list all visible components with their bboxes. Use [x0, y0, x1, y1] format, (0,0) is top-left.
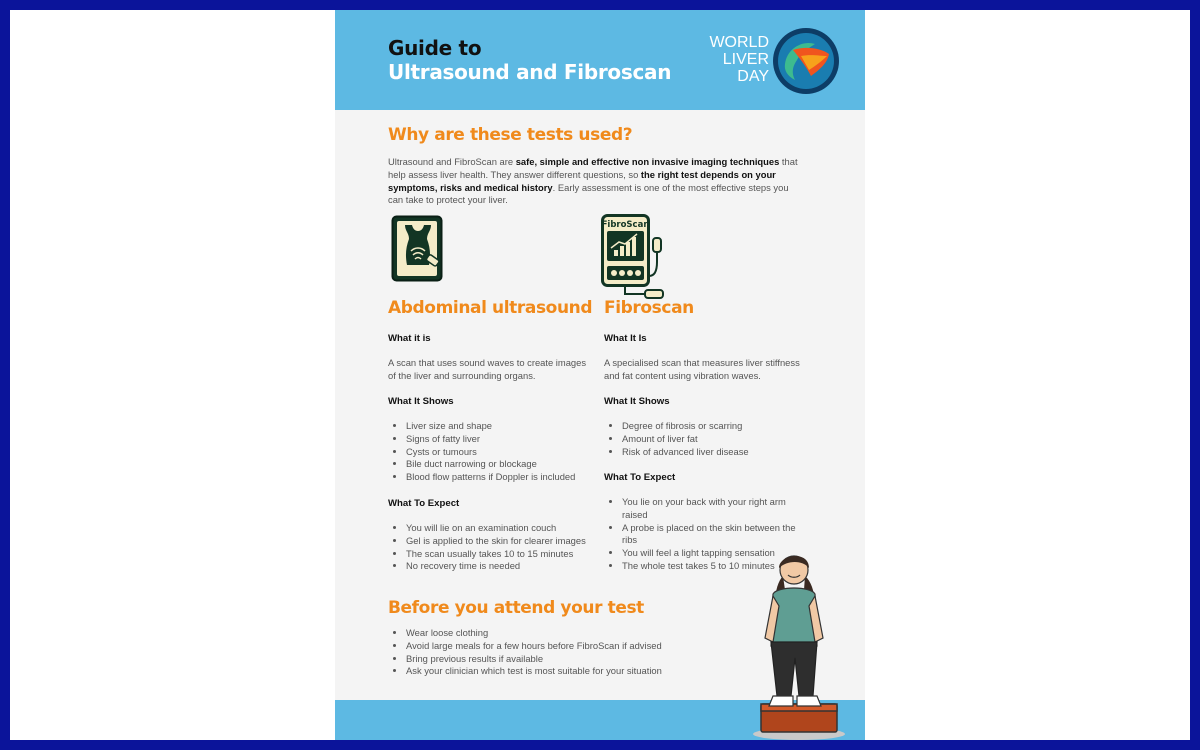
world-liver-day-logo-text — [699, 34, 769, 85]
logo-line-1: WORLD — [709, 34, 769, 51]
list-item: • Amount of liver fat — [622, 433, 822, 446]
header-banner — [335, 10, 865, 110]
abdominal-ultrasound-icon — [391, 215, 445, 283]
why-heading: Why are these tests used? — [388, 125, 633, 145]
intro-text-1: Ultrasound and FibroScan are — [388, 156, 516, 167]
ultrasound-expect-list — [388, 522, 611, 573]
list-item: • Gel is applied to the skin for clearer images — [406, 535, 611, 548]
ultrasound-shows-list — [388, 420, 606, 484]
intro-text-3: . Early assessment is one of the most effective steps you can take to protect your liver. — [388, 181, 789, 206]
intro-text-2: that help assess liver health. They answer different questions, so — [388, 156, 798, 180]
fibroscan-expect-label: What To Expect — [604, 472, 676, 483]
leaflet-page — [335, 10, 865, 740]
list-item: • You lie on your back with your right arm raised — [622, 496, 812, 522]
list-item: • Degree of fibrosis or scarring — [622, 420, 822, 433]
list-item: • The scan usually takes 10 to 15 minutes — [406, 548, 611, 561]
title-line-2: Ultrasound and Fibroscan — [388, 60, 672, 84]
list-item: • Blood flow patterns if Doppler is included — [406, 471, 606, 484]
fibroscan-what-text: A specialised scan that measures liver stiffness and fat content using vibration waves. — [604, 357, 800, 381]
intro-bold-2: the right test depends on your symptoms, risks and medical history — [388, 168, 776, 193]
ultrasound-heading: Abdominal ultrasound — [388, 298, 593, 318]
intro-bold-1: safe, simple and effective non invasive imaging techniques — [515, 156, 780, 167]
list-item: • You will lie on an examination couch — [406, 522, 611, 535]
logo-line-3: DAY — [737, 68, 769, 85]
before-list — [388, 627, 746, 678]
list-item: • Signs of fatty liver — [406, 433, 606, 446]
fibroscan-shows-list — [604, 420, 822, 458]
ultrasound-what-text: A scan that uses sound waves to create images of the liver and surrounding organs. — [388, 357, 587, 381]
list-item: • A probe is placed on the skin between the ribs — [622, 522, 812, 548]
intro-paragraph — [388, 156, 806, 207]
fibroscan-what-label: What It Is — [604, 333, 647, 344]
fibroscan-device-icon — [601, 214, 667, 304]
list-item: • The whole test takes 5 to 10 minutes — [622, 560, 812, 573]
person-illustration — [747, 546, 853, 740]
list-item: • Cysts or tumours — [406, 446, 606, 459]
logo-line-2: LIVER — [722, 51, 769, 68]
list-item: • Bile duct narrowing or blockage — [406, 458, 606, 471]
list-item: • You will feel a light tapping sensation — [622, 547, 812, 560]
before-heading: Before you attend your test — [388, 598, 644, 618]
fibroscan-heading: Fibroscan — [604, 298, 694, 318]
list-item: • Ask your clinician which test is most suitable for your situation — [406, 665, 746, 678]
world-liver-day-logo-icon — [771, 26, 841, 96]
fibroscan-device-label: FibroScan — [601, 220, 650, 230]
list-item: • No recovery time is needed — [406, 560, 611, 573]
ultrasound-what-label: What it is — [388, 333, 431, 344]
fibroscan-shows-label: What It Shows — [604, 396, 670, 407]
ultrasound-expect-label: What To Expect — [388, 498, 460, 509]
title-line-1: Guide to — [388, 36, 482, 60]
list-item: • Liver size and shape — [406, 420, 606, 433]
list-item: • Risk of advanced liver disease — [622, 446, 822, 459]
list-item: • Bring previous results if available — [406, 653, 746, 666]
list-item: • Wear loose clothing — [406, 627, 746, 640]
list-item: • Avoid large meals for a few hours before FibroScan if advised — [406, 640, 746, 653]
ultrasound-shows-label: What It Shows — [388, 396, 454, 407]
